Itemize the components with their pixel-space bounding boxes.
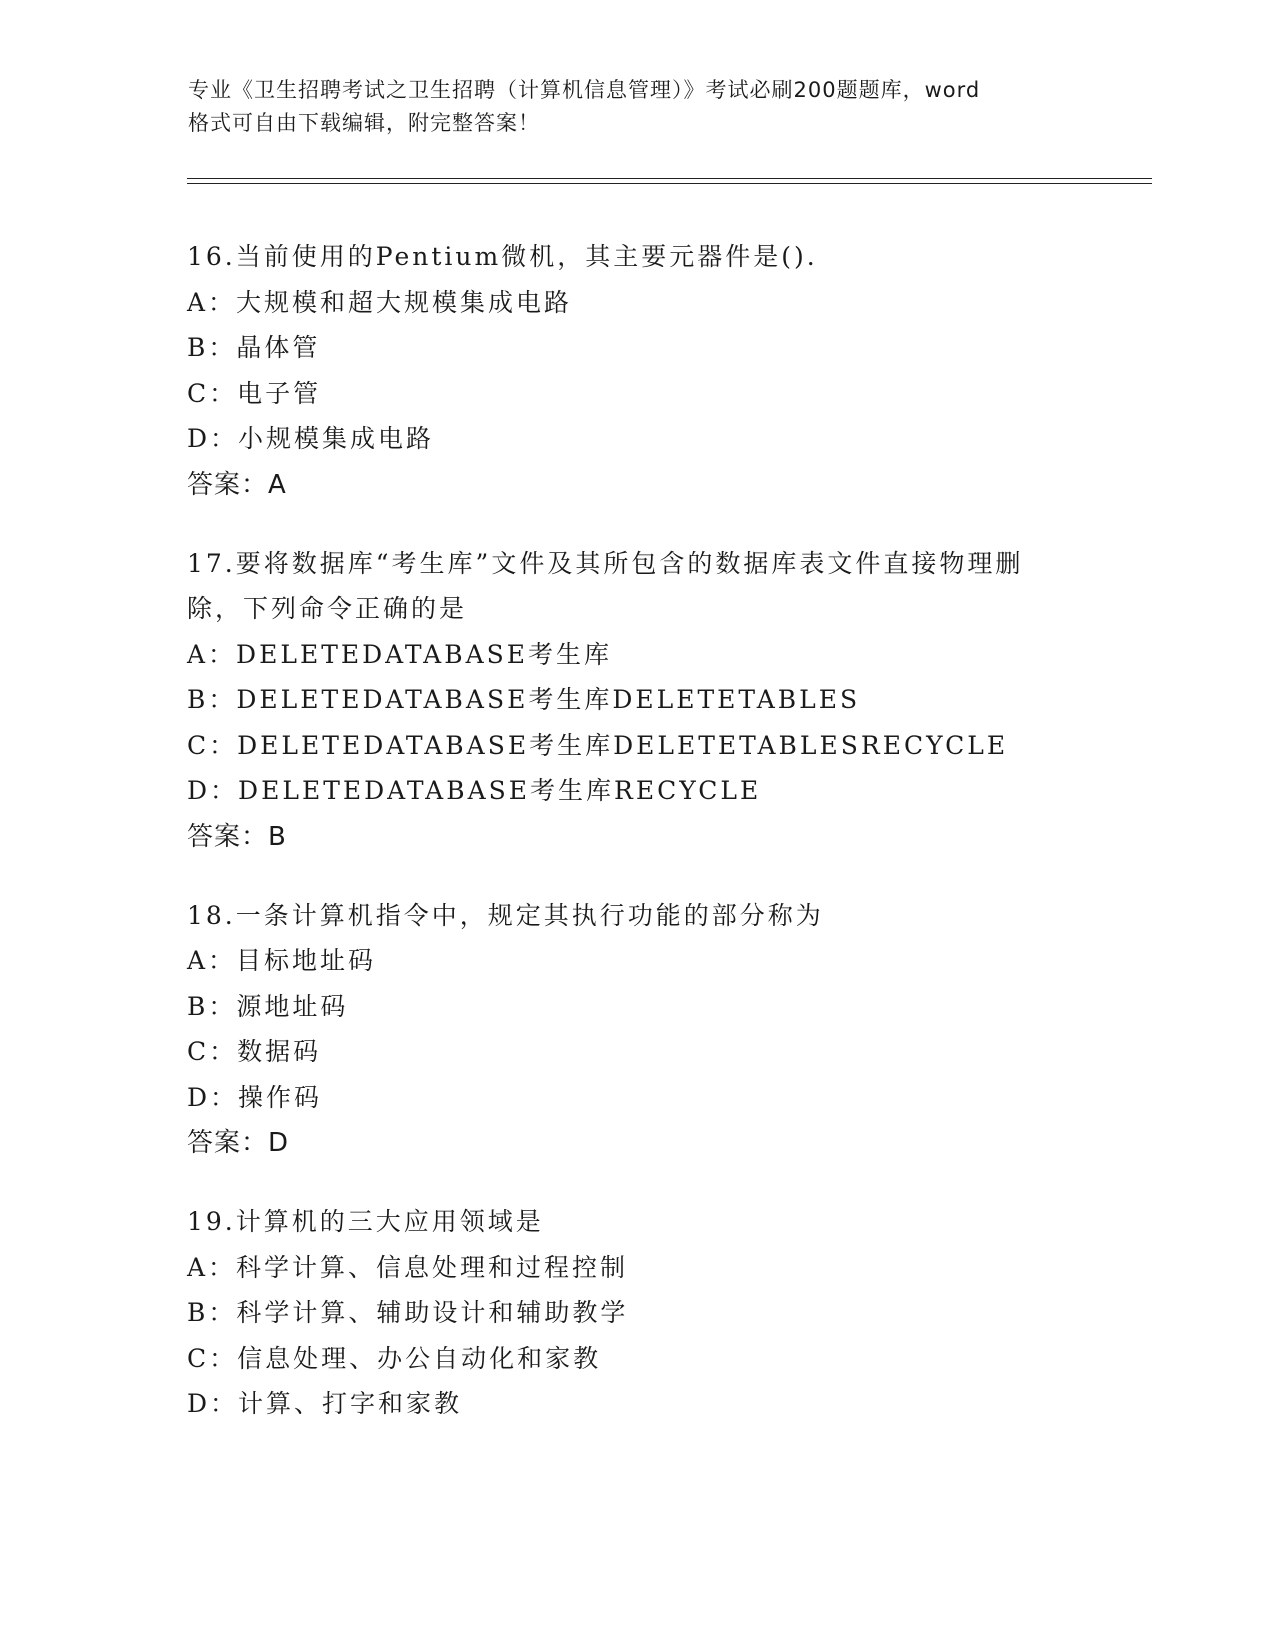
option-d: D：小规模集成电路 — [187, 424, 435, 453]
answer-text: 答案：B — [187, 821, 287, 852]
question-text: 19.计算机的三大应用领域是 — [187, 1207, 544, 1236]
option-b: B：科学计算、辅助设计和辅助教学 — [187, 1298, 629, 1327]
option-c: C：DELETEDATABASE考生库DELETETABLESRECYCLE — [187, 730, 1009, 760]
question-text-continued: 除，下列命令正确的是 — [187, 594, 468, 623]
question-text: 18.一条计算机指令中，规定其执行功能的部分称为 — [187, 900, 824, 930]
option-d: D：DELETEDATABASE考生库RECYCLE — [187, 776, 762, 805]
document-header — [188, 74, 1088, 140]
option-a: A：大规模和超大规模集成电路 — [187, 287, 573, 317]
option-c: C：数据码 — [187, 1037, 322, 1066]
option-a: A：DELETEDATABASE考生库 — [187, 639, 613, 669]
header-divider-bottom — [187, 183, 1152, 184]
option-b: B：晶体管 — [187, 333, 321, 362]
question-list — [187, 234, 1117, 1460]
header-line-1: 专业《卫生招聘考试之卫生招聘（计算机信息管理）》考试必刷200题题库，word — [188, 78, 981, 102]
question-17 — [187, 541, 1117, 860]
question-text: 17.要将数据库“考生库”文件及其所包含的数据库表文件直接物理删 — [187, 548, 1024, 578]
header-divider-top — [187, 178, 1152, 179]
question-18 — [187, 893, 1117, 1167]
answer-text: 答案：D — [187, 1128, 290, 1158]
question-19 — [187, 1199, 1117, 1427]
option-a: A：目标地址码 — [187, 946, 377, 975]
header-line-2: 格式可自由下载编辑，附完整答案！ — [188, 111, 540, 135]
question-text: 16.当前使用的Pentium微机，其主要元器件是(). — [187, 242, 818, 271]
option-c: C：信息处理、办公自动化和家教 — [187, 1343, 602, 1373]
answer-text: 答案：A — [187, 469, 287, 500]
option-d: D：计算、打字和家教 — [187, 1389, 463, 1418]
option-a: A：科学计算、信息处理和过程控制 — [187, 1252, 629, 1282]
option-b: B：DELETEDATABASE考生库DELETETABLES — [187, 685, 861, 714]
option-b: B：源地址码 — [187, 991, 349, 1021]
option-c: C：电子管 — [187, 378, 322, 408]
question-16 — [187, 234, 1117, 508]
option-d: D：操作码 — [187, 1082, 323, 1112]
